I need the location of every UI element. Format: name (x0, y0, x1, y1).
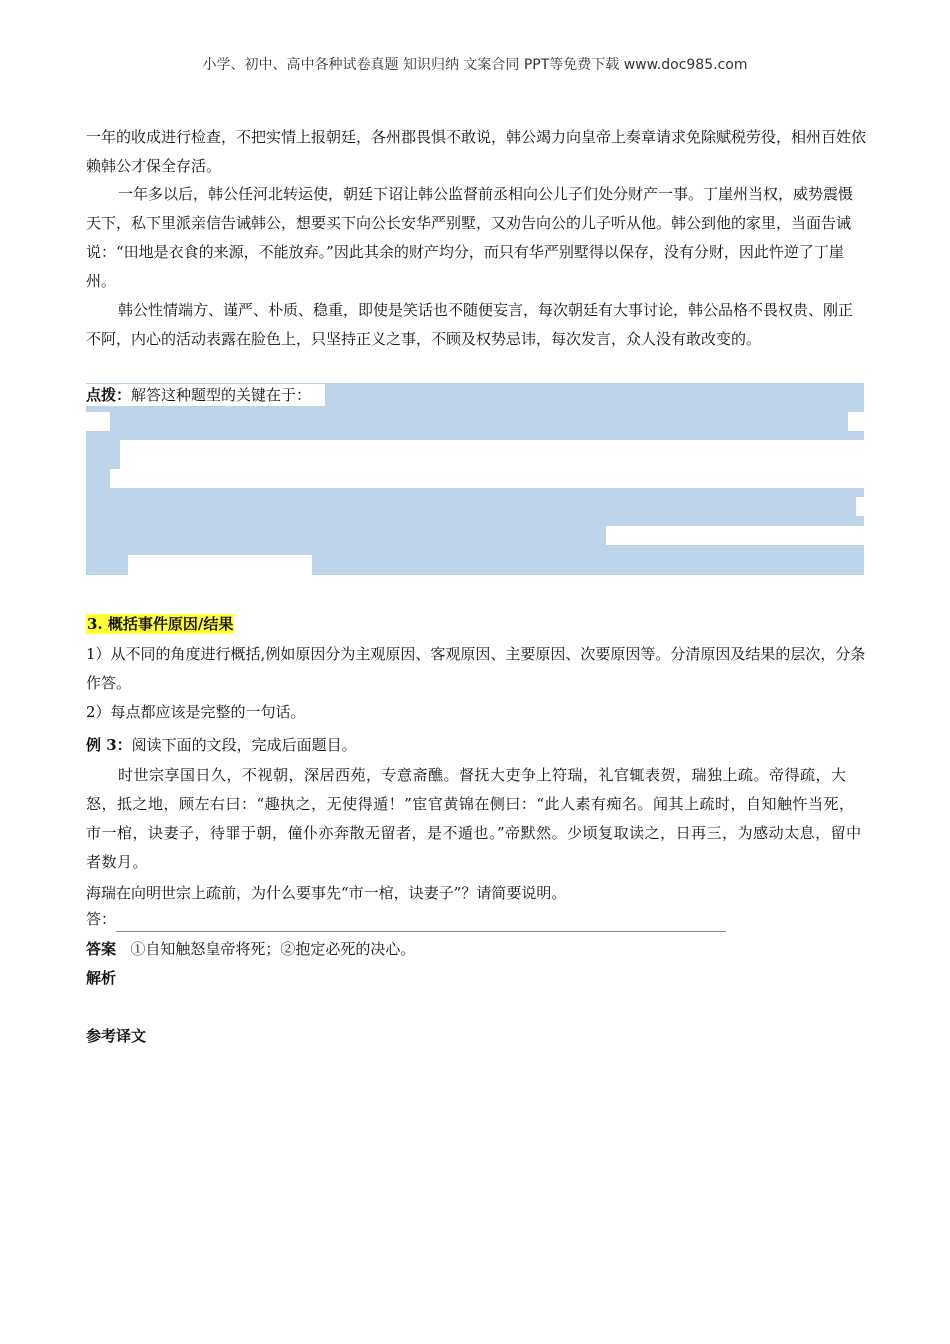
highlight-gap (606, 526, 864, 545)
page-header: 小学、初中、高中各种试卷真题 知识归纳 文案合同 PPT等免费下载 www.doc985.com (202, 57, 748, 73)
answer-label: 答案 (86, 940, 117, 958)
paragraph-3: 韩公性情端方、谨严、朴质、稳重，即使是笑话也不随便妄言，每次朝廷有大事讨论，韩公品格不畏权贵、刚正不阿，内心的活动表露在脸色上，只坚持正义之事，不顾及权势忌讳，每次发言，众人没有敢改变的。 (86, 301, 854, 348)
highlight-gap (110, 469, 864, 488)
highlight-gap (128, 555, 312, 575)
example-text: 阅读下面的文段，完成后面题目。 (131, 736, 357, 754)
section-title: 3. 概括事件原因/结果 (87, 615, 234, 633)
question-text: 海瑞在向明世宗上疏前，为什么要事先“市一棺，诀妻子”？请简要说明。 (86, 884, 567, 902)
example-label: 例 3： (86, 736, 132, 754)
list-item-2: 2）每点都应该是完整的一句话。 (86, 703, 306, 721)
list-item-1: 1）从不同的角度进行概括,例如原因分为主观原因、客观原因、主要原因、次要原因等。分清原因及结果的层次，分条作答。 (86, 645, 866, 692)
answer-blank-line[interactable] (116, 917, 726, 932)
analysis-label: 解析 (86, 969, 117, 987)
answer-line (86, 935, 866, 964)
highlight-gap (86, 412, 110, 431)
classical-passage: 时世宗享国日久，不视朝，深居西苑，专意斋醮。督抚大吏争上符瑞，礼官辄表贺，瑞独上疏。帝得疏，大怒，抵之地，顾左右曰：“趣执之，无使得遁！”宦官黄锦在侧曰：“此人素有痴名。闻其上疏时，自知触忤当死，市一棺，诀妻子，待罪于朝，僮仆亦奔散无留者，是不遁也。”帝默然。少顷复取读之，日再三，为感动太息，留中者数月。 (86, 766, 862, 871)
answer-area (86, 906, 866, 932)
paragraph-2: 一年多以后，韩公任河北转运使，朝廷下诏让韩公监督前丞相向公儿子们处分财产一事。丁崖州当权，威势震慑天下，私下里派亲信告诫韩公，想要买下向公长安华严别墅，又劝告向公的儿子听从他。韩公到他的家里，当面告诫说：“田地是衣食的来源，不能放弃。”因此其余的财产均分，而只有华严别墅得以保存，没有分财，因此忤逆了丁崖州。 (86, 185, 854, 290)
paragraph-1: 一年的收成进行检查，不把实情上报朝廷，各州郡畏惧不敢说，韩公竭力向皇帝上奏章请求免除赋税劳役，相州百姓依赖韩公才保全存活。 (86, 128, 867, 175)
tip-text: 解答这种题型的关键在于： (131, 386, 312, 404)
example-line (86, 731, 866, 760)
answer-text: ①自知触怒皇帝将死；②抱定必死的决心。 (130, 940, 416, 958)
answer-prompt: 答： (86, 910, 117, 928)
highlight-gap (848, 412, 864, 431)
highlight-gap (856, 497, 864, 516)
tip-line (86, 384, 325, 406)
tip-label: 点拨： (86, 386, 132, 404)
reference-label: 参考译文 (86, 1027, 147, 1045)
highlight-gap (120, 440, 864, 469)
